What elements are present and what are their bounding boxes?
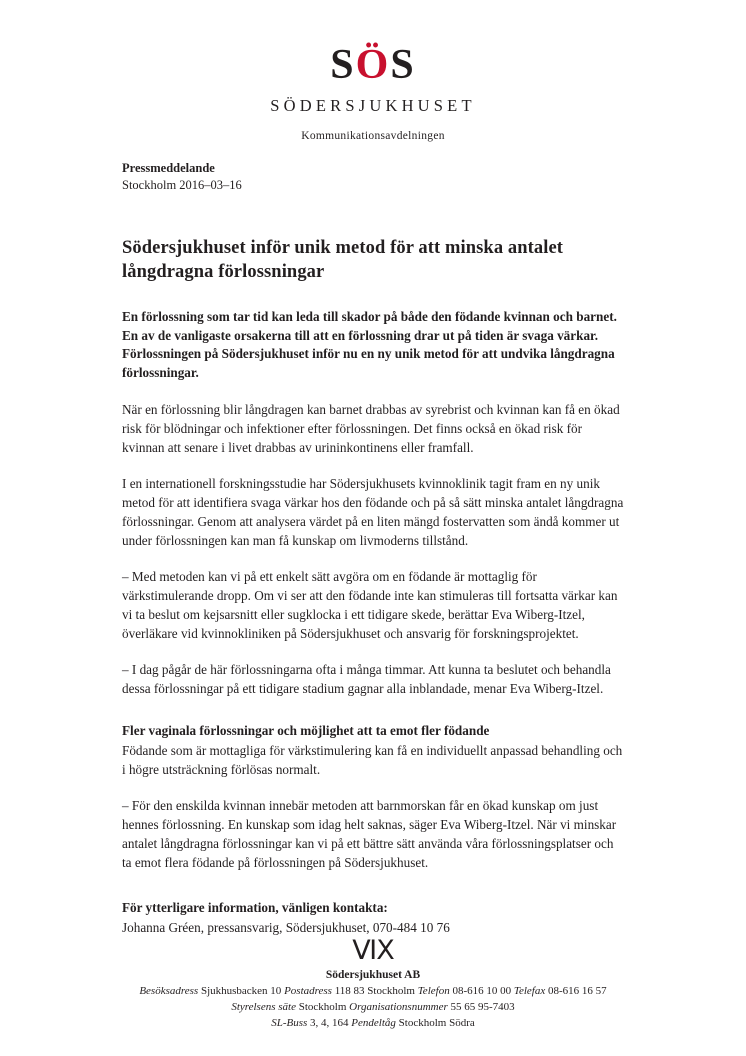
body-paragraph-5: Födande som är mottagliga för värkstimulering kan få en individuellt anpassad behandling och i högre utsträckning förlösas normalt. <box>122 743 623 778</box>
footer-orgnr-value: 55 65 95-7403 <box>447 1001 515 1014</box>
footer-transport-line <box>0 1016 746 1032</box>
wordmark: SÖDERSJUKHUSET <box>270 96 476 115</box>
footer-bus-value: 3, 4, 164 <box>307 1017 352 1030</box>
lead-paragraph: En förlossning som tar tid kan leda till skador på både den födande kvinnan och barnet. En av de vanligaste orsakerna till att en förlossning drar ut på tiden är svaga värkar. Förlossningen på Södersjukhuset inför nu en ny unik metod för att undvika långdragna förlossningar. <box>122 308 617 381</box>
footer-org-name: Södersjukhuset AB <box>325 969 421 982</box>
body-paragraph-3: – Med metoden kan vi på ett enkelt sätt avgöra om en födande är mottaglig för värkstimulerande dropp. Om vi ser att den födande inte kan stimuleras till fortsatta värkar kan vi ta beslut om kejsarsnitt eller sugklocka i ett tidigare skede, berättar Eva Wiberg-Itzel, överläkare vid kvinnokliniken på Södersjukhuset och ansvarig för forskningsprojektet. <box>122 568 618 641</box>
footer-fax-label: Telefax <box>513 985 546 998</box>
footer-visit-value: Sjukhusbacken 10 <box>198 985 285 998</box>
contact-details: Johanna Gréen, pressansvarig, Södersjukhuset, 070-484 10 76 <box>122 920 450 936</box>
footer-registry-line <box>0 1000 746 1016</box>
footer-train-label: Pendeltåg <box>351 1017 396 1030</box>
body-paragraph-6: – För den enskilda kvinnan innebär metoden att barnmorskan får en ökad kunskap om just hennes förlossning. En kunskap som idag helt saknas, säger Eva Wiberg-Itzel. När vi minskar antalet långdragna förlossningar kan vi på ett bättre sätt använda våra förlossningsplatser och ta emot flera födande på förlossningen på Södersjukhuset. <box>122 798 617 871</box>
document-content <box>122 160 626 937</box>
logo-letter-s1: S <box>330 42 356 88</box>
document-meta <box>122 160 626 194</box>
contact-heading: För ytterligare information, vänligen kontakta: <box>122 900 388 916</box>
footer-phone-label: Telefon <box>417 985 450 998</box>
footer-fax-value: 08-616 16 57 <box>545 985 607 998</box>
body-paragraph-4: – I dag pågår de här förlossningarna ofta i många timmar. Att kunna ta beslutet och behandla dessa förlossningar på ett tidigare stadium gagnar alla inblandade, menar Eva Wiberg-Itzel. <box>122 661 611 696</box>
department-label: Kommunikationsavdelningen <box>301 130 445 142</box>
footer-board-value: Stockholm <box>295 1001 350 1014</box>
meta-doc-type: Pressmeddelande <box>122 161 215 175</box>
sos-logo-icon <box>330 44 415 86</box>
body-paragraph-2: I en internationell forskningsstudie har Södersjukhusets kvinnoklinik tagit fram en ny unik metod för att identifiera svaga värkar hos den födande och på så sätt minska antalet långdragna förlossningar. Genom att analysera värdet på en liten mängd fostervatten som ändå kommer ut under förlossningen kan man få kunskap om livmoderns tillstånd. <box>122 475 624 548</box>
footer-address-line <box>0 984 746 1000</box>
footer-post-label: Postadress <box>284 985 332 998</box>
footer-phone-value: 08-616 10 00 <box>449 985 514 998</box>
footer-bus-label: SL-Buss <box>271 1017 308 1030</box>
footer-orgnr-label: Organisationsnummer <box>349 1001 448 1014</box>
body-paragraph-1: När en förlossning blir långdragen kan barnet drabbas av syrebrist och kvinnan kan få en ökad risk för blödningar och infektioner efter förlossningen. Det finns också en ökad risk för kvinnan att senare i livet drabbas av urininkontinens eller framfall. <box>122 401 620 455</box>
logo-block <box>0 0 746 142</box>
logo-letter-o: Ö <box>355 42 391 88</box>
footer-visit-label: Besöksadress <box>139 985 199 998</box>
page-footer <box>0 937 746 1032</box>
meta-place-date: Stockholm 2016–03–16 <box>122 177 242 192</box>
page-title: Södersjukhuset inför unik metod för att minska antalet långdragna förlossningar <box>122 237 564 282</box>
footer-post-value: 118 83 Stockholm <box>331 985 418 998</box>
section-subheading: Fler vaginala förlossningar och möjlighet att ta emot fler födande <box>122 722 490 738</box>
logo-letter-s2: S <box>390 42 416 88</box>
footer-board-label: Styrelsens säte <box>231 1001 296 1014</box>
sll-logo-icon: ⅥⅩ <box>352 935 394 966</box>
footer-train-value: Stockholm Södra <box>395 1017 475 1030</box>
